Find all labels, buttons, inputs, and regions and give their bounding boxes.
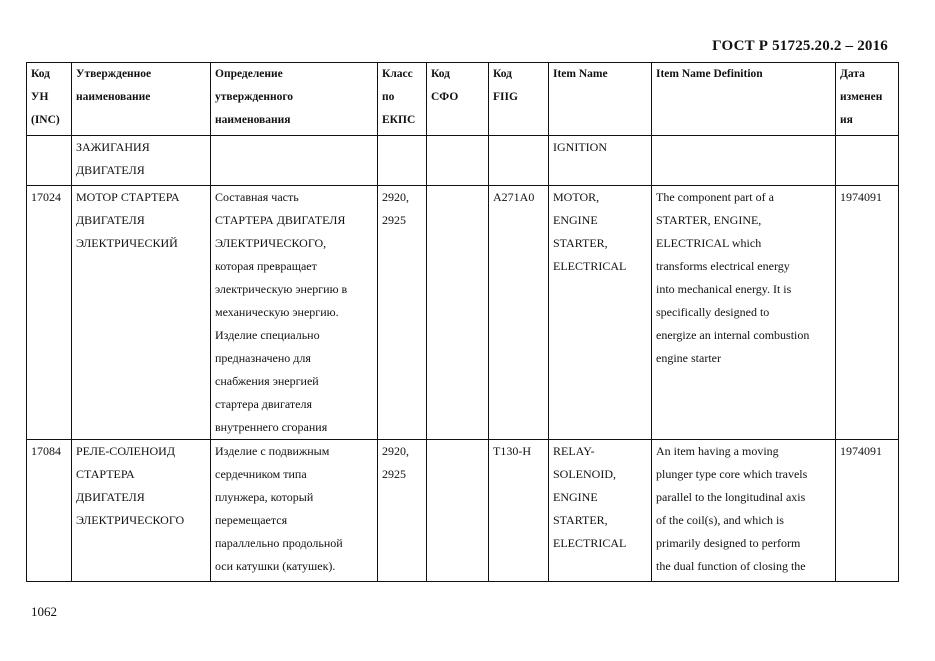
cell-approved-name: РЕЛЕ-СОЛЕНОИД СТАРТЕРА ДВИГАТЕЛЯ ЭЛЕКТРИЧЕСКОГО [72, 440, 211, 582]
cell-class: 2920, 2925 [378, 440, 427, 582]
table-row [27, 186, 899, 440]
col-header-class: Класс по ЕКПС [378, 63, 427, 136]
cell-name-definition [211, 136, 378, 186]
col-header-item-name-definition: Item Name Definition [652, 63, 836, 136]
col-header-sfo: Код СФО [427, 63, 489, 136]
col-header-approved-name: Утвержденное наименование [72, 63, 211, 136]
cell-change-date [836, 136, 899, 186]
cell-approved-name: МОТОР СТАРТЕРА ДВИГАТЕЛЯ ЭЛЕКТРИЧЕСКИЙ [72, 186, 211, 440]
cell-item-name-definition [652, 136, 836, 186]
cell-item-name: IGNITION [549, 136, 652, 186]
cell-fiig: T130-H [489, 440, 549, 582]
cell-change-date: 1974091 [836, 440, 899, 582]
col-header-fiig: Код FIIG [489, 63, 549, 136]
table-row [27, 136, 899, 186]
classification-table [26, 62, 899, 582]
cell-inc: 17084 [27, 440, 72, 582]
table-row [27, 440, 899, 582]
col-header-change-date: Дата изменен ия [836, 63, 899, 136]
cell-item-name: RELAY- SOLENOID, ENGINE STARTER, ELECTRICAL [549, 440, 652, 582]
cell-fiig [489, 136, 549, 186]
cell-name-definition: Составная часть СТАРТЕРА ДВИГАТЕЛЯ ЭЛЕКТРИЧЕСКОГО, которая превращает электрическую энергию в механическую энергию. Изделие специально предназначено для снабжения энергией стартера двигателя внутреннего сгорания [211, 186, 378, 440]
cell-approved-name: ЗАЖИГАНИЯ ДВИГАТЕЛЯ [72, 136, 211, 186]
cell-fiig: A271A0 [489, 186, 549, 440]
cell-class [378, 136, 427, 186]
document-standard-header: ГОСТ Р 51725.20.2 – 2016 [712, 38, 888, 54]
cell-sfo [427, 186, 489, 440]
col-header-name-definition: Определение утвержденного наименования [211, 63, 378, 136]
cell-item-name-definition: The component part of a STARTER, ENGINE, ELECTRICAL which transforms electrical energy into mechanical energy. It is specifically designed to energize an internal combustion engine starter [652, 186, 836, 440]
table-header-row [27, 63, 899, 136]
col-header-inc: Код УН (INC) [27, 63, 72, 136]
cell-name-definition: Изделие с подвижным сердечником типа плунжера, который перемещается параллельно продольной оси катушки (катушек). [211, 440, 378, 582]
cell-change-date: 1974091 [836, 186, 899, 440]
cell-inc: 17024 [27, 186, 72, 440]
cell-item-name-definition: An item having a moving plunger type core which travels parallel to the longitudinal axis of the coil(s), and which is primarily designed to perform the dual function of closing the [652, 440, 836, 582]
cell-class: 2920, 2925 [378, 186, 427, 440]
cell-sfo [427, 136, 489, 186]
cell-item-name: MOTOR, ENGINE STARTER, ELECTRICAL [549, 186, 652, 440]
col-header-item-name: Item Name [549, 63, 652, 136]
cell-inc [27, 136, 72, 186]
page-number: 1062 [31, 604, 57, 619]
cell-sfo [427, 440, 489, 582]
